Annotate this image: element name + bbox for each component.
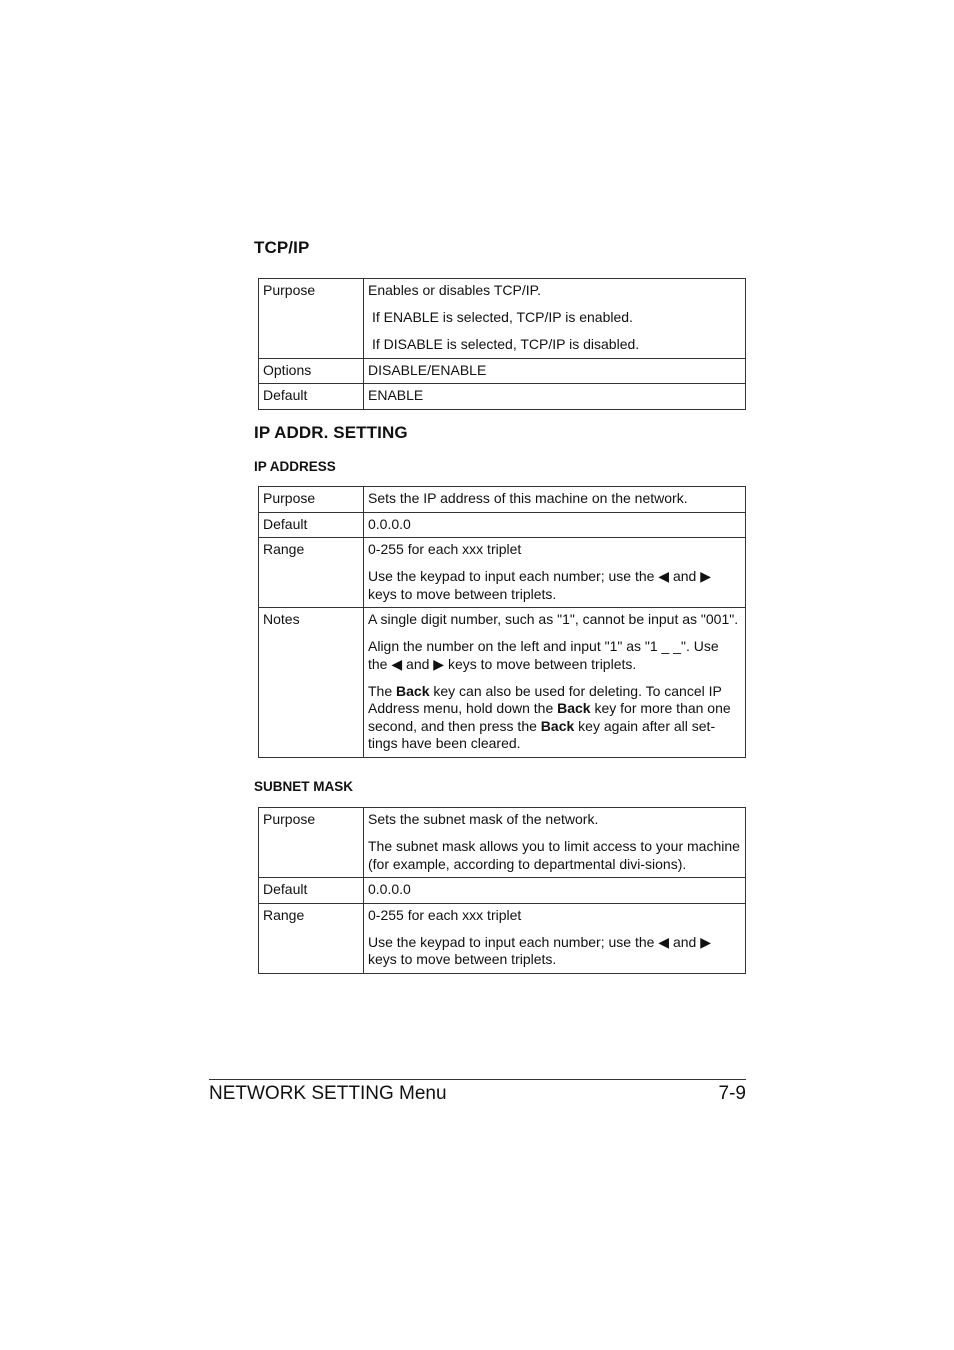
table-row xyxy=(259,279,746,359)
text-span: key again after all set-tings have been cleared. xyxy=(368,717,716,751)
right-arrow-icon: ▶ xyxy=(700,568,711,584)
range-line xyxy=(368,568,741,603)
default-label: Default xyxy=(259,512,364,538)
purpose-paragraph: Sets the subnet mask of the network. xyxy=(368,811,599,827)
options-value: DISABLE/ENABLE xyxy=(364,358,746,384)
range-value xyxy=(364,903,746,973)
left-arrow-icon: ◀ xyxy=(658,568,670,584)
subsection-title-subnet-mask: SUBNET MASK xyxy=(254,779,354,794)
notes-paragraph xyxy=(368,683,741,753)
text-span: Use the keypad to input each number; use the xyxy=(368,933,659,950)
range-line: 0-255 for each xxx triplet xyxy=(368,906,522,923)
purpose-value xyxy=(364,808,746,878)
text-span: Align the number on the left and input "1" as "1 _ _". Use the xyxy=(368,638,719,672)
purpose-value: Sets the IP address of this machine on the network. xyxy=(364,487,746,513)
default-label: Default xyxy=(259,878,364,904)
table-row xyxy=(259,487,746,513)
text-span: Use the keypad to input each number; use the xyxy=(368,568,659,584)
text-span: and xyxy=(402,655,434,672)
text-span: keys to move between triplets. xyxy=(368,585,557,602)
purpose-paragraph: The subnet mask allows you to limit access to your machine (for example, according to departmental divi-sions). xyxy=(368,838,740,872)
table-row xyxy=(259,384,746,410)
purpose-value xyxy=(364,279,746,359)
back-key-label: Back xyxy=(557,700,591,716)
table-row xyxy=(259,538,746,608)
right-arrow-icon: ▶ xyxy=(433,655,445,672)
text-span: keys to move between triplets. xyxy=(368,951,557,967)
purpose-label: Purpose xyxy=(259,487,364,513)
subsection-title-ip-address: IP ADDRESS xyxy=(254,459,336,474)
range-line xyxy=(368,934,741,969)
table-row xyxy=(259,358,746,384)
table-row xyxy=(259,608,746,758)
table-row xyxy=(259,878,746,904)
table-row xyxy=(259,903,746,973)
back-key-label: Back xyxy=(396,682,430,699)
text-span: key can also be used for deleting. To cancel IP Address menu, hold down the xyxy=(368,682,722,716)
notes-paragraph xyxy=(368,638,741,673)
footer-page-number: 7-9 xyxy=(718,1083,746,1104)
default-value: 0.0.0.0 xyxy=(364,878,746,904)
purpose-line: Enables or disables TCP/IP. xyxy=(368,282,542,298)
text-span: The xyxy=(368,682,397,699)
purpose-label: Purpose xyxy=(259,279,364,359)
default-label: Default xyxy=(259,384,364,410)
table-row xyxy=(259,512,746,538)
section-title-tcpip: TCP/IP xyxy=(254,238,310,257)
left-arrow-icon: ◀ xyxy=(658,933,670,950)
footer-divider xyxy=(209,1079,746,1080)
notes-label: Notes xyxy=(259,608,364,758)
section-title-ip-addr-setting: IP ADDR. SETTING xyxy=(254,423,408,442)
left-arrow-icon: ◀ xyxy=(391,655,403,672)
table-row xyxy=(259,808,746,878)
purpose-line: If DISABLE is selected, TCP/IP is disabled. xyxy=(372,336,640,352)
text-span: keys to move between triplets. xyxy=(444,655,637,672)
range-label: Range xyxy=(259,538,364,608)
text-span: and xyxy=(669,568,701,584)
range-value xyxy=(364,538,746,608)
default-value: 0.0.0.0 xyxy=(364,512,746,538)
range-label: Range xyxy=(259,903,364,973)
footer-chapter-title: NETWORK SETTING Menu xyxy=(209,1083,447,1104)
options-label: Options xyxy=(259,358,364,384)
ip-address-table xyxy=(258,486,746,758)
tcpip-table xyxy=(258,278,746,410)
notes-paragraph: A single digit number, such as "1", cannot be input as "001". xyxy=(368,611,739,627)
range-line: 0-255 for each xxx triplet xyxy=(368,541,522,557)
subnet-mask-table xyxy=(258,807,746,974)
purpose-label: Purpose xyxy=(259,808,364,878)
purpose-line: If ENABLE is selected, TCP/IP is enabled. xyxy=(372,309,633,325)
notes-value xyxy=(364,608,746,758)
default-value: ENABLE xyxy=(364,384,746,410)
back-key-label: Back xyxy=(540,717,575,734)
right-arrow-icon: ▶ xyxy=(700,933,711,950)
text-span: key for more than one second, and then press the xyxy=(368,700,731,734)
text-span: and xyxy=(669,933,701,950)
